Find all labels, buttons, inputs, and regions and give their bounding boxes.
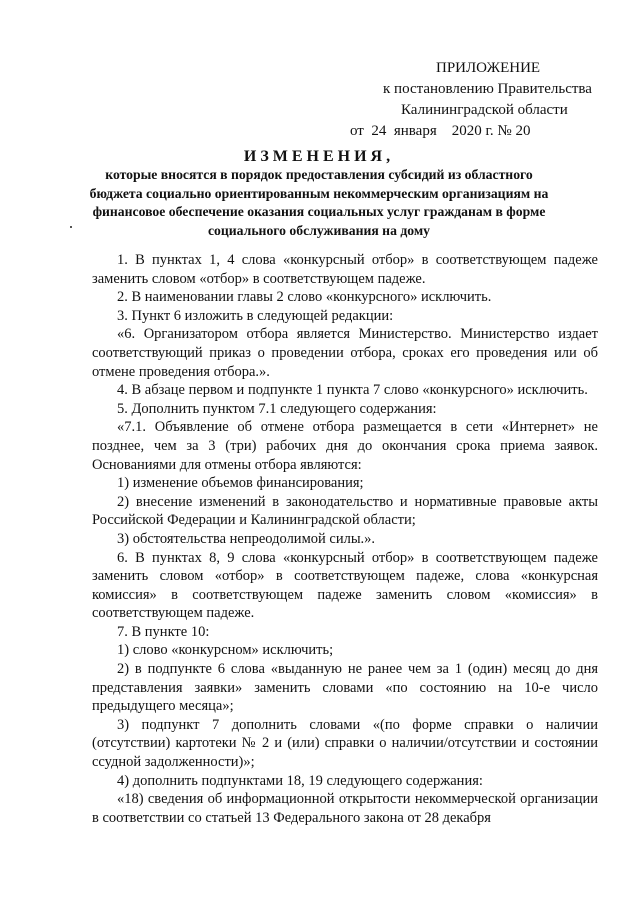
- paragraph: «7.1. Объявление об отмене отбора размещается в сети «Интернет» не позднее, чем за 3 (три) рабочих дня до окончания срока приема заявок. Основаниями для отмены отбора являются:: [92, 419, 598, 473]
- margin-mark: [70, 226, 72, 228]
- paragraph: 5. Дополнить пунктом 7.1 следующего содержания:: [117, 400, 437, 417]
- document-title: ИЗМЕНЕНИЯ,: [243, 148, 395, 165]
- document-subtitle: которые вносятся в порядок предоставления субсидий из областного бюджета социально ориентированным некоммерческим организациям на финансовое обеспечение оказания социальных услуг гражданам в форме социального обслуживания на дому: [89, 167, 549, 238]
- paragraph: 3. Пункт 6 изложить в следующей редакции:: [117, 307, 394, 324]
- paragraph: «18) сведения об информационной открытости некоммерческой организации в соответствии со статьей 13 Федерального закона от 28 декабря: [92, 791, 598, 826]
- appendix-date: от 24 января 2020 г. № 20: [350, 123, 531, 139]
- paragraph: 1) изменение объемов финансирования;: [117, 475, 364, 492]
- paragraph: 1. В пунктах 1, 4 слова «конкурсный отбор» в соответствующем падеже заменить словом «отбор» в соответствующем падеже.: [92, 252, 598, 287]
- document-body: [92, 251, 598, 827]
- paragraph: 2) внесение изменений в законодательство и нормативные правовые акты Российской Федерации и Калининградской области;: [92, 493, 598, 529]
- paragraph: 2. В наименовании главы 2 слово «конкурсного» исключить.: [117, 289, 492, 306]
- paragraph: 2) в подпункте 6 слова «выданную не ранее чем за 1 (один) месяц до дня представления заявки» заменить словами «по состоянию на 10-е число предыдущего месяца»;: [92, 661, 598, 715]
- paragraph: 4. В абзаце первом и подпункте 1 пункта 7 слово «конкурсного» исключить.: [117, 382, 588, 399]
- paragraph: 6. В пунктах 8, 9 слова «конкурсный отбор» в соответствующем падеже заменить словом «отбор» в соответствующем падеже, слова «конкурсная комиссия» в соответствующем падеже заменить словом «комиссия» в соответствующем падеже.: [92, 549, 598, 622]
- paragraph: 3) обстоятельства непреодолимой силы.».: [117, 530, 376, 547]
- appendix-reference: к постановлению Правительства: [383, 81, 592, 97]
- paragraph: 1) слово «конкурсном» исключить;: [117, 642, 334, 659]
- paragraph: «6. Организатором отбора является Министерство. Министерство издает соответствующий приказ о проведении отбора, сроках его проведения или об отмене проведения отбора.».: [92, 326, 598, 380]
- appendix-region: Калининградской области: [401, 102, 568, 118]
- appendix-label: ПРИЛОЖЕНИЕ: [436, 60, 541, 76]
- paragraph: 3) подпункт 7 дополнить словами «(по форме справки о наличии (отсутствии) картотеки № 2 и (или) справки о наличии/отсутствии и состоянии ссудной задолженности)»;: [92, 716, 598, 771]
- paragraph: 4) дополнить подпунктами 18, 19 следующего содержания:: [117, 772, 483, 789]
- paragraph: 7. В пункте 10:: [117, 623, 210, 640]
- appendix-header: [300, 58, 600, 142]
